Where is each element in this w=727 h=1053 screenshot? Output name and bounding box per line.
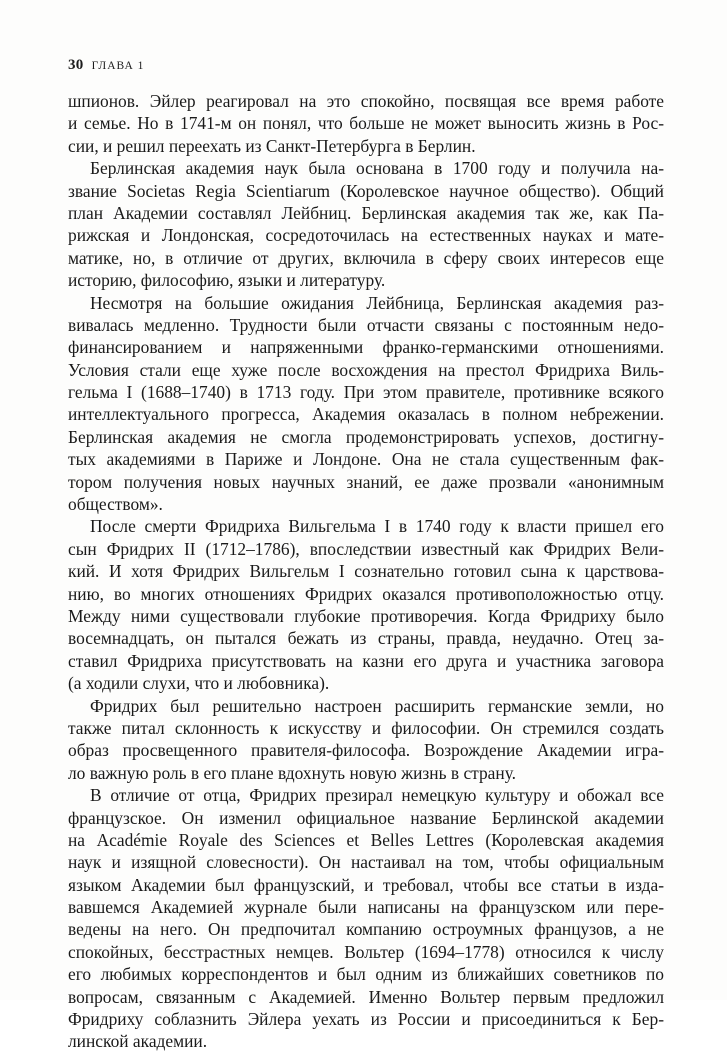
- text-line: гельма I (1688–1740) в 1713 году. При этом правителе, противнике всякого: [68, 382, 664, 403]
- text-line: После смерти Фридриха Вильгельма I в 1740 году к власти пришел его: [90, 516, 664, 537]
- paragraph: [68, 292, 664, 516]
- paragraph: [68, 695, 664, 785]
- paragraph: [68, 515, 664, 694]
- text-line: обществом».: [68, 494, 163, 515]
- text-line: тором получения новых научных знаний, ее даже прозвали «анонимным: [68, 471, 664, 492]
- body-text: [68, 90, 664, 1053]
- text-line: вавшемся Академией журнале были написаны на французском или пере-: [68, 897, 664, 918]
- text-line: историю, философию, языки и литературу.: [68, 270, 386, 291]
- text-line: французское. Он изменил официальное название Берлинской академии: [68, 807, 664, 828]
- text-line: звание Societas Regia Scientiarum (Королевское научное общество). Общий: [68, 180, 664, 201]
- text-line: Берлинская академия наук была основана в 1700 году и получила на-: [90, 158, 664, 179]
- text-line: образ просвещенного правителя-философа. Возрождение Академии игра-: [68, 740, 664, 761]
- text-line: вопросам, связанным с Академией. Именно Вольтер первым предложил: [68, 986, 664, 1007]
- text-line: рижская и Лондонская, сосредоточилась на естественных науках и мате-: [68, 225, 664, 246]
- text-line: интеллектуального прогресса, Академия оказалась в полном небрежении.: [68, 404, 664, 425]
- page-number: 30: [68, 57, 84, 73]
- text-line: наук и изящной словесности). Он настаивал на том, чтобы официальным: [68, 852, 664, 873]
- text-line: Между ними существовали глубокие противоречия. Когда Фридриху было: [68, 605, 664, 626]
- text-line: сии, и решил переехать из Санкт-Петербурга в Берлин.: [68, 135, 476, 156]
- text-line: линской академии.: [68, 1031, 208, 1052]
- text-line: ставил Фридриха присутствовать на казни его друга и участника заговора: [68, 650, 664, 671]
- text-line: на Académie Royale des Sciences et Belles Lettres (Королевская академия: [68, 829, 664, 850]
- text-line: его любимых корреспондентов и был одним из ближайших советников по: [68, 964, 664, 985]
- text-line: Условия стали еще хуже после восхождения на престол Фридриха Виль-: [68, 359, 664, 380]
- running-header: [68, 57, 144, 74]
- text-line: сын Фридрих II (1712–1786), впоследствии известный как Фридрих Вели-: [68, 538, 664, 559]
- paragraph: [68, 90, 664, 157]
- text-line: восемнадцать, он пытался бежать из страны, правда, неудачно. Отец за-: [68, 628, 664, 649]
- text-line: тых академиями в Париже и Лондоне. Она не стала существенным фак-: [68, 449, 664, 470]
- chapter-title: ГЛАВА 1: [91, 60, 145, 72]
- text-line: и семье. Но в 1741-м он понял, что больше не может выносить жизнь в Рос-: [68, 113, 664, 134]
- paragraph: [68, 157, 664, 291]
- text-line: ло важную роль в его плане вдохнуть новую жизнь в страну.: [68, 762, 517, 783]
- text-line: вивалась медленно. Трудности были отчасти связаны с постоянным недо-: [68, 314, 664, 335]
- text-line: Фридрих был решительно настроен расширить германские земли, но: [90, 695, 664, 716]
- text-line: Берлинская академия не смогла продемонстрировать успехов, достигну-: [68, 426, 664, 447]
- text-line: Фридриху соблазнить Эйлера уехать из России и присоединиться к Бер-: [68, 1009, 664, 1030]
- text-line: В отличие от отца, Фридрих презирал немецкую культуру и обожал все: [90, 785, 664, 806]
- text-line: план Академии составлял Лейбниц. Берлинская академия так же, как Па-: [68, 202, 664, 223]
- text-line: ведены на него. Он предпочитал компанию остроумных французов, а не: [68, 919, 664, 940]
- text-line: языком Академии был французский, и требовал, чтобы все статьи в изда-: [68, 874, 664, 895]
- paragraph: [68, 784, 664, 1053]
- text-line: спокойных, бесстрастных немцев. Вольтер (1694–1778) относился к числу: [68, 941, 664, 962]
- text-line: финансированием и напряженными франко-германскими отношениями.: [68, 337, 664, 358]
- text-line: (а ходили слухи, что и любовника).: [68, 673, 330, 694]
- text-line: шпионов. Эйлер реагировал на это спокойно, посвящая все время работе: [68, 91, 664, 111]
- text-line: нию, во многих отношениях Фридрих оказался противоположностью отцу.: [68, 583, 664, 604]
- text-line: также питал склонность к искусству и философии. Он стремился создать: [68, 717, 664, 738]
- text-line: кий. И хотя Фридрих Вильгельм I сознательно готовил сына к царствова-: [68, 561, 664, 582]
- text-line: матике, но, в отличие от других, включила в сферу своих интересов еще: [68, 247, 664, 268]
- text-line: Несмотря на большие ожидания Лейбница, Берлинская академия раз-: [90, 292, 664, 313]
